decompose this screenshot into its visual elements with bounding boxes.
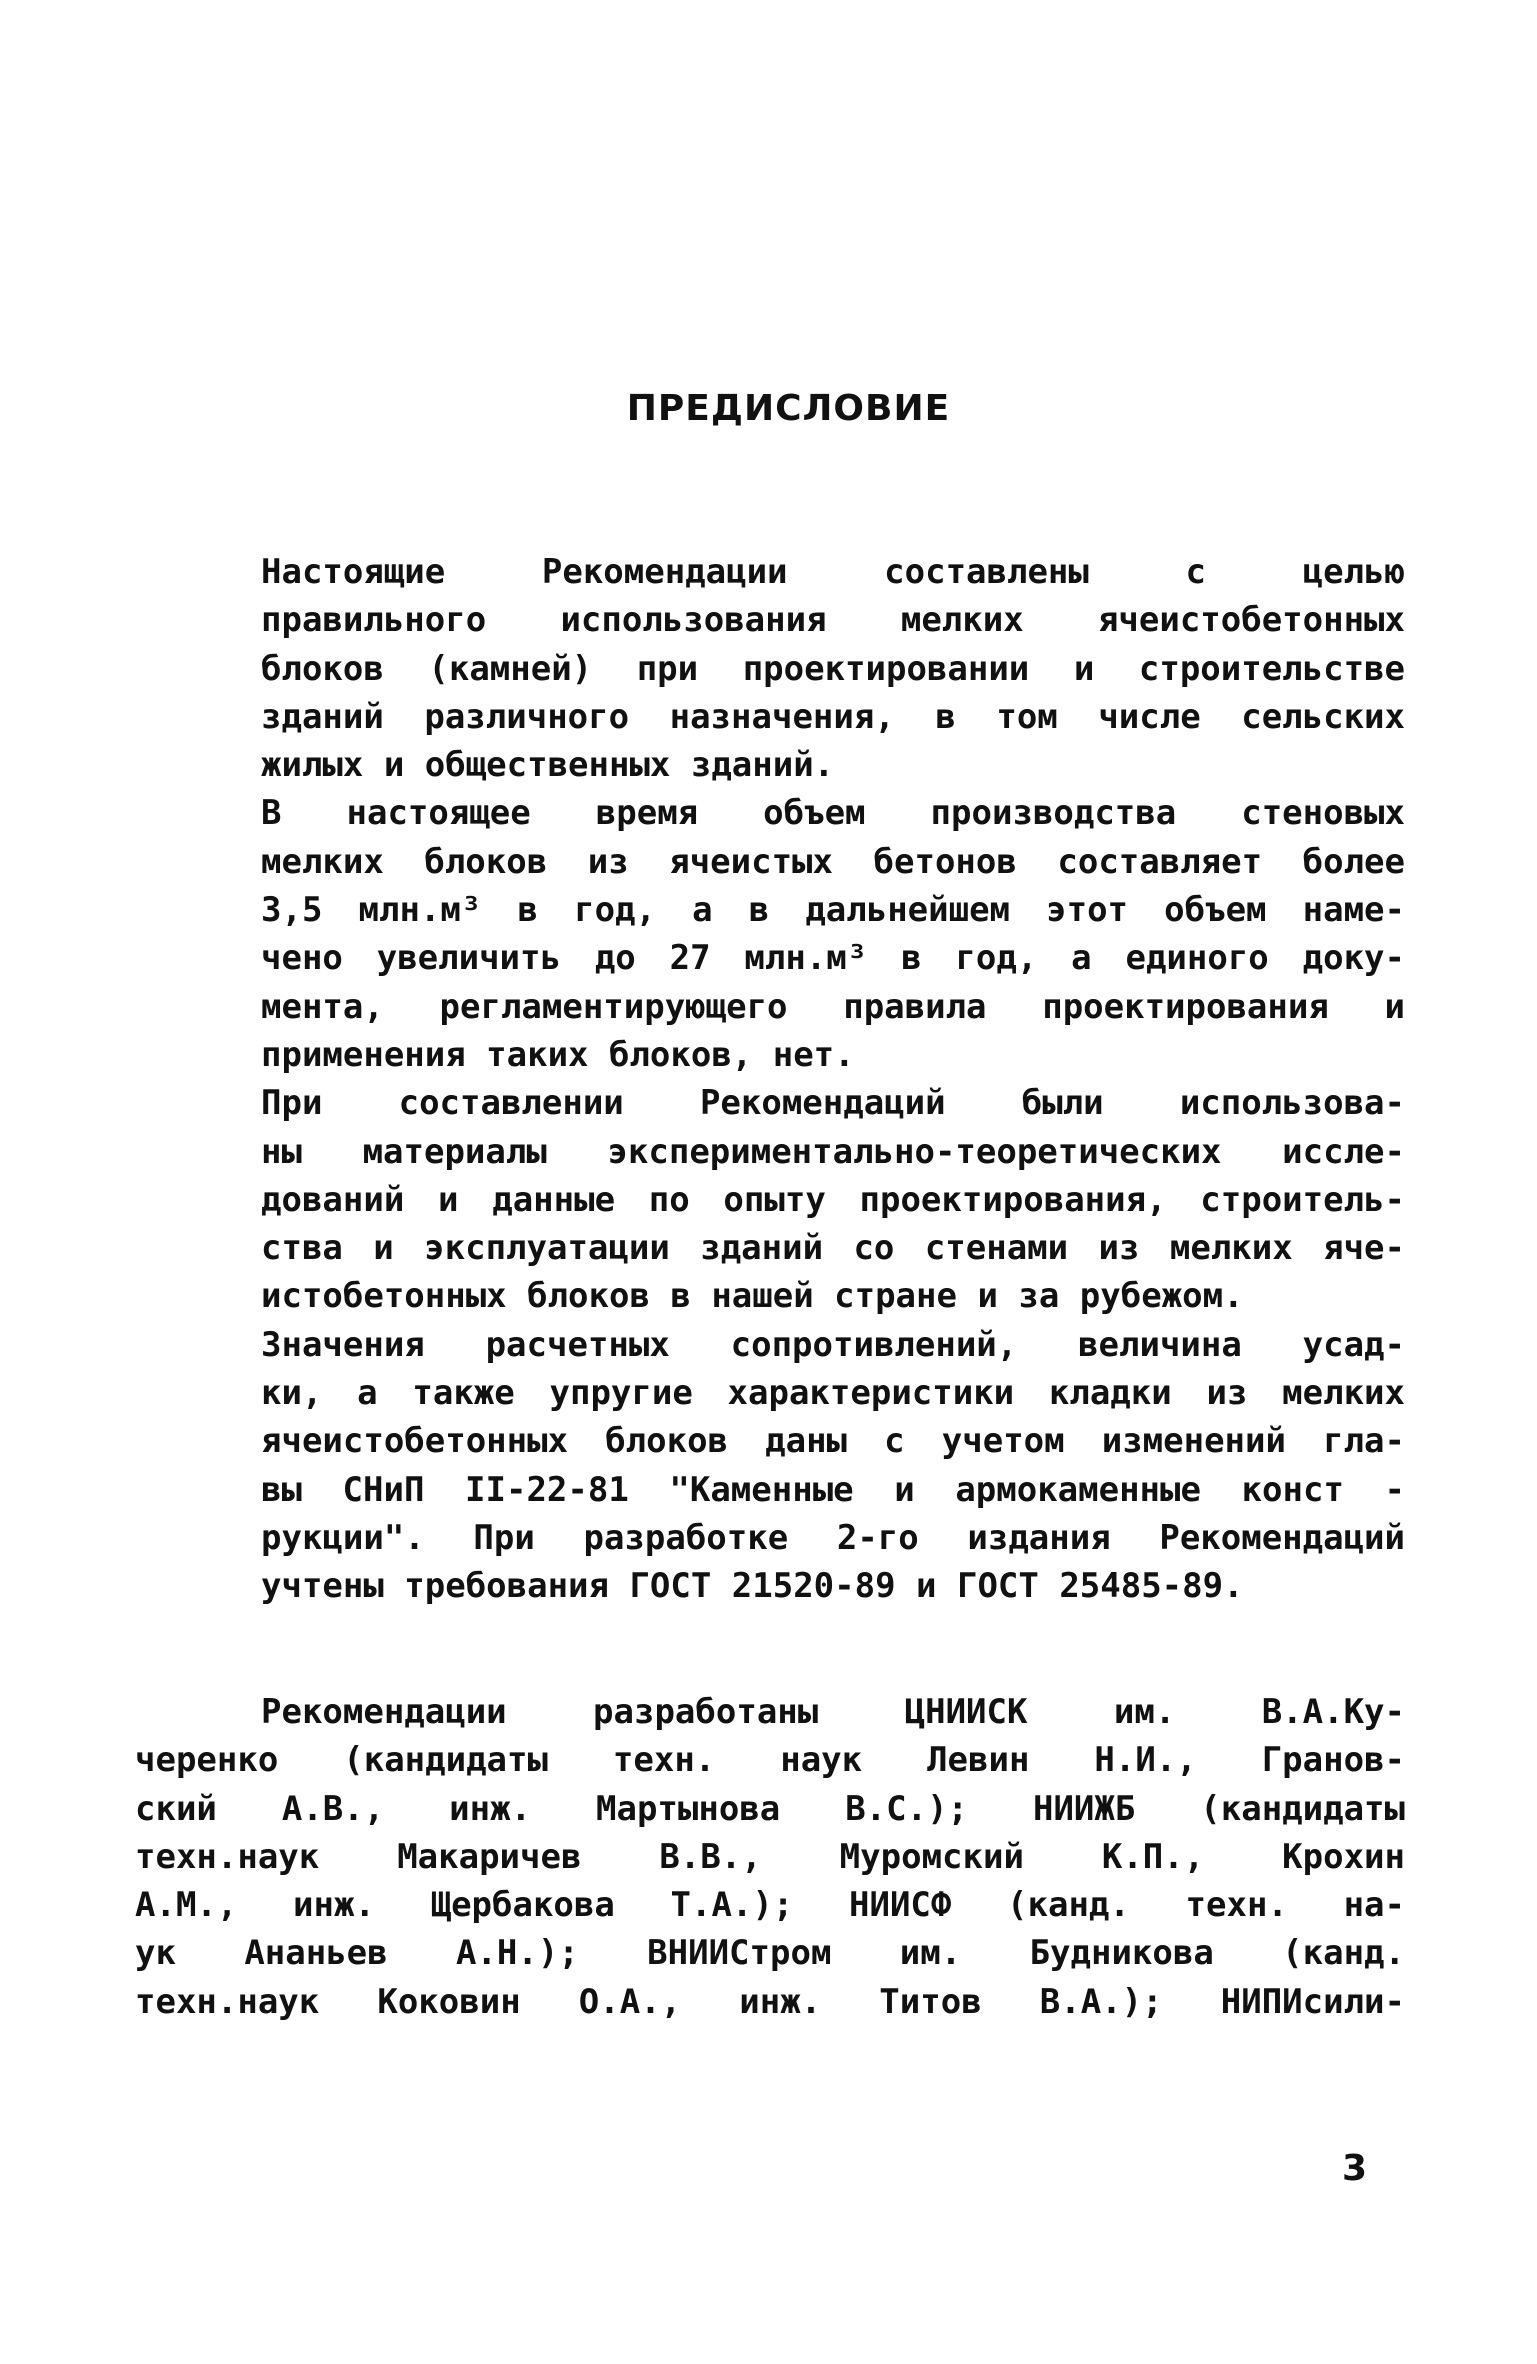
text-line: Рекомендации разработаны ЦНИИСК им. В.А.Ку- — [261, 1692, 1405, 1732]
text-line: блоков (камней) при проектировании и строительстве — [261, 648, 1405, 689]
page-title: ПРЕДИСЛОВИЕ — [626, 388, 951, 429]
text-line: При составлении Рекомендаций были использова- — [261, 1083, 1405, 1124]
text-line: мента, регламентирующего правила проектирования и — [261, 986, 1405, 1027]
page-number: 3 — [1341, 2148, 1367, 2189]
text-line: применения таких блоков, нет. — [261, 1034, 855, 1075]
paragraph-3 — [135, 1079, 1405, 1320]
paragraph-1 — [135, 548, 1405, 789]
text-line: учтены требования ГОСТ 21520-89 и ГОСТ 25485-89. — [261, 1566, 1244, 1607]
text-line: чено увеличить до 27 млн.м³ в год, а единого доку- — [261, 938, 1405, 979]
text-line: техн.наук Макаричев В.В., Муромский К.П., Крохин — [135, 1836, 1405, 1877]
text-line: черенко (кандидаты техн. наук Левин Н.И., Гранов- — [135, 1740, 1405, 1781]
text-line: Значения расчетных сопротивлений, величина усад- — [261, 1324, 1405, 1365]
text-line: рукции". При разработке 2-го издания Рекомендаций — [261, 1517, 1405, 1558]
text-line: 3,5 млн.м³ в год, а в дальнейшем этот объем наме- — [261, 890, 1405, 931]
credits-paragraph — [135, 1688, 1405, 2026]
text-line: жилых и общественных зданий. — [261, 745, 835, 786]
text-line: Настоящие Рекомендации составлены с целью — [261, 552, 1405, 592]
text-line: ки, а также упругие характеристики кладки из мелких — [261, 1373, 1405, 1414]
text-line: вы СНиП II-22-81 "Каменные и армокаменные конст - — [261, 1469, 1405, 1510]
text-line: мелких блоков из ячеистых бетонов составляет более — [261, 841, 1405, 882]
text-line: техн.наук Коковин О.А., инж. Титов В.А.); НИПИсили- — [135, 1981, 1405, 2022]
text-line: ны материалы экспериментально-теоретических иссле- — [261, 1131, 1405, 1172]
text-line: ства и эксплуатации зданий со стенами из мелких яче- — [261, 1228, 1405, 1269]
preface-body — [135, 548, 1405, 1611]
text-line: ячеистобетонных блоков даны с учетом изменений гла- — [261, 1421, 1405, 1462]
text-line: В настоящее время объем производства стеновых — [261, 793, 1405, 834]
paragraph-2 — [135, 789, 1405, 1079]
text-line: ский А.В., инж. Мартынова В.С.); НИИЖБ (кандидаты — [135, 1788, 1405, 1829]
text-line: ук Ананьев А.Н.); ВНИИСтром им. Будникова (канд. — [135, 1933, 1405, 1974]
paragraph-4 — [135, 1321, 1405, 1611]
text-line: зданий различного назначения, в том числе сельских — [261, 696, 1405, 737]
text-line: А.М., инж. Щербакова Т.А.); НИИСФ (канд. техн. на- — [135, 1885, 1405, 1926]
text-line: дований и данные по опыту проектирования, строитель- — [261, 1179, 1405, 1220]
text-line: истобетонных блоков в нашей стране и за рубежом. — [261, 1276, 1244, 1317]
text-line: правильного использования мелких ячеистобетонных — [261, 600, 1405, 641]
